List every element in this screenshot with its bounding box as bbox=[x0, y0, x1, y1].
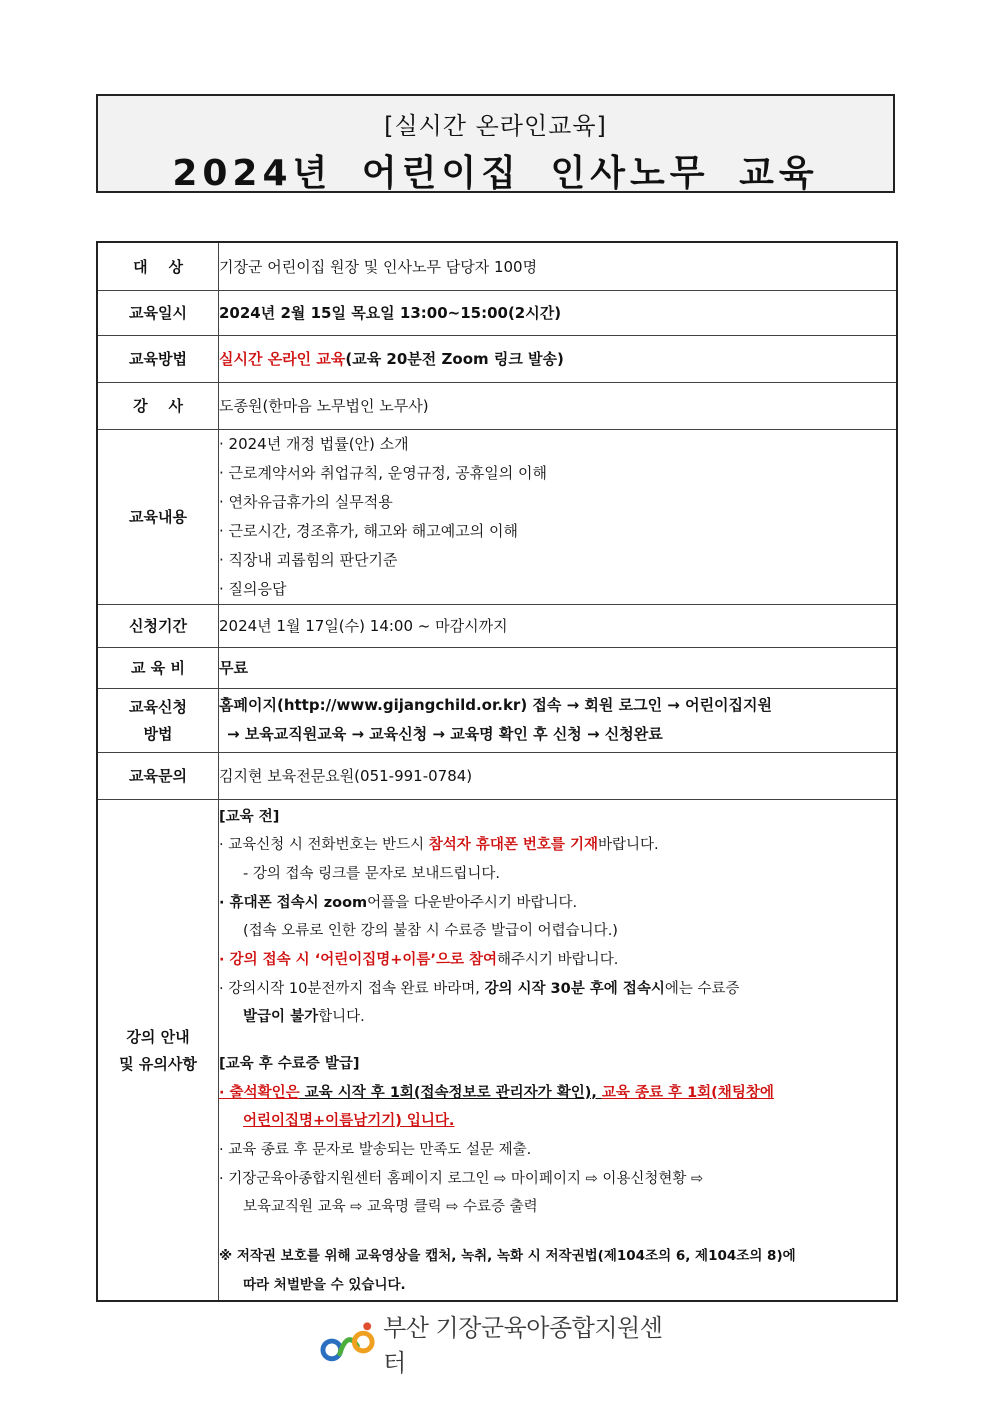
value-contact: 김지현 보육전문요원(051-991-0784) bbox=[219, 752, 898, 799]
notice-before-item: · 교육신청 시 전화번호는 반드시 참석자 휴대폰 번호를 기재바랍니다. bbox=[219, 837, 659, 854]
row-contact bbox=[97, 752, 897, 799]
label-fee: 교 육 비 bbox=[97, 647, 219, 688]
copyright-notice: ※ 저작권 보호를 위해 교육영상을 캡처, 녹취, 녹화 시 저작권법(제104조의 6, 제104조의 8)에 bbox=[219, 1248, 796, 1265]
footer-org-name: 부산 기장군육아종합지원센터 bbox=[383, 1314, 663, 1377]
method-zoom-note: (교육 20분전 Zoom 링크 발송) bbox=[345, 350, 564, 368]
value-instructor: 도종원(한마음 노무법인 노무사) bbox=[219, 382, 898, 429]
label-notice-line1: 강의 안내 bbox=[126, 1027, 190, 1046]
label-target: 대 상 bbox=[97, 242, 219, 290]
notice-after-item: · 교육 종료 후 문자로 발송되는 만족도 설문 제출. bbox=[219, 1142, 532, 1159]
notice-after-item: · 기장군육아종합지원센터 홈페이지 로그인 ⇨ 마이페이지 ⇨ 이용신청현황 ⇨ bbox=[219, 1170, 704, 1187]
copyright-notice-cont: 따라 처벌받을 수 있습니다. bbox=[243, 1276, 406, 1293]
info-table bbox=[96, 241, 898, 1302]
notice-before-item: · 휴대폰 접속시 zoom어플을 다운받아주시기 바랍니다. bbox=[219, 894, 578, 911]
label-contact: 교육문의 bbox=[97, 752, 219, 799]
notice-before-sub: 발급이 불가합니다. bbox=[243, 1009, 365, 1026]
apply-step-line1: 홈페이지(http://www.gijangchild.or.kr) 접속 → 회원 로그인 → 어린이집지원 bbox=[219, 696, 773, 714]
title-box bbox=[96, 94, 895, 193]
content-item: · 직장내 괴롭힘의 판단기준 bbox=[219, 550, 398, 569]
content-item: · 근로계약서와 취업규칙, 운영규정, 공휴일의 이해 bbox=[219, 463, 547, 482]
row-apply bbox=[97, 688, 897, 752]
label-notice bbox=[97, 799, 219, 1301]
row-content bbox=[97, 429, 897, 604]
content-item: · 질의응답 bbox=[219, 579, 287, 598]
label-period: 신청기간 bbox=[97, 604, 219, 647]
value-content bbox=[219, 429, 898, 604]
label-apply bbox=[97, 688, 219, 752]
label-content: 교육내용 bbox=[97, 429, 219, 604]
notice-before-item: · 강의 접속 시 ‘어린이집명+이름’으로 참여해주시기 바랍니다. bbox=[219, 951, 619, 968]
value-notice bbox=[219, 799, 898, 1301]
content-item: · 연차유급휴가의 실무적용 bbox=[219, 492, 393, 511]
apply-step-line2: → 보육교직원교육 → 교육신청 → 교육명 확인 후 신청 → 신청완료 bbox=[227, 725, 663, 743]
notice-after-sub: 보육교직원 교육 ⇨ 교육명 클릭 ⇨ 수료증 출력 bbox=[243, 1199, 538, 1216]
row-fee bbox=[97, 647, 897, 688]
label-notice-line2: 및 유의사항 bbox=[119, 1054, 197, 1073]
label-apply-line1: 교육신청 bbox=[129, 698, 187, 716]
footer bbox=[320, 1314, 680, 1377]
value-date: 2024년 2월 15일 목요일 13:00~15:00(2시간) bbox=[219, 290, 898, 335]
content-item: · 2024년 개정 법률(안) 소개 bbox=[219, 434, 409, 453]
row-date bbox=[97, 290, 897, 335]
label-apply-line2: 방법 bbox=[143, 725, 173, 743]
label-date: 교육일시 bbox=[97, 290, 219, 335]
value-target: 기장군 어린이집 원장 및 인사노무 담당자 100명 bbox=[219, 242, 898, 290]
content-item: · 근로시간, 경조휴가, 해고와 해고예고의 이해 bbox=[219, 521, 518, 540]
notice-before-sub: - 강의 접속 링크를 문자로 보내드립니다. bbox=[243, 865, 500, 882]
row-method bbox=[97, 335, 897, 382]
notice-before-title: [교육 전] bbox=[219, 808, 280, 825]
method-online: 실시간 온라인 교육 bbox=[219, 350, 346, 368]
label-method: 교육방법 bbox=[97, 335, 219, 382]
document-subtitle: [실시간 온라인교육] bbox=[384, 112, 607, 140]
notice-before-item: · 강의시작 10분전까지 접속 완료 바라며, 강의 시작 30분 후에 접속시에는 수료증 bbox=[219, 980, 740, 997]
label-instructor: 강 사 bbox=[97, 382, 219, 429]
value-method bbox=[219, 335, 898, 382]
row-period bbox=[97, 604, 897, 647]
center-logo-icon bbox=[320, 1320, 375, 1366]
document-title: 2024년 어린이집 인사노무 교육 bbox=[172, 153, 819, 194]
value-fee: 무료 bbox=[219, 647, 898, 688]
value-period: 2024년 1월 17일(수) 14:00 ~ 마감시까지 bbox=[219, 604, 898, 647]
row-instructor bbox=[97, 382, 897, 429]
value-apply bbox=[219, 688, 898, 752]
notice-after-title: [교육 후 수료증 발급] bbox=[219, 1056, 360, 1072]
notice-after-item: · 출석확인은 교육 시작 후 1회(접속정보로 관리자가 확인), 교육 종료 후 1회(채팅창에 bbox=[219, 1084, 774, 1101]
row-notice bbox=[97, 799, 897, 1301]
notice-after-sub: 어린이집명+이름남기기) 입니다. bbox=[243, 1113, 455, 1130]
notice-before-sub: (접속 오류로 인한 강의 불참 시 수료증 발급이 어렵습니다.) bbox=[243, 923, 618, 940]
row-target bbox=[97, 242, 897, 290]
